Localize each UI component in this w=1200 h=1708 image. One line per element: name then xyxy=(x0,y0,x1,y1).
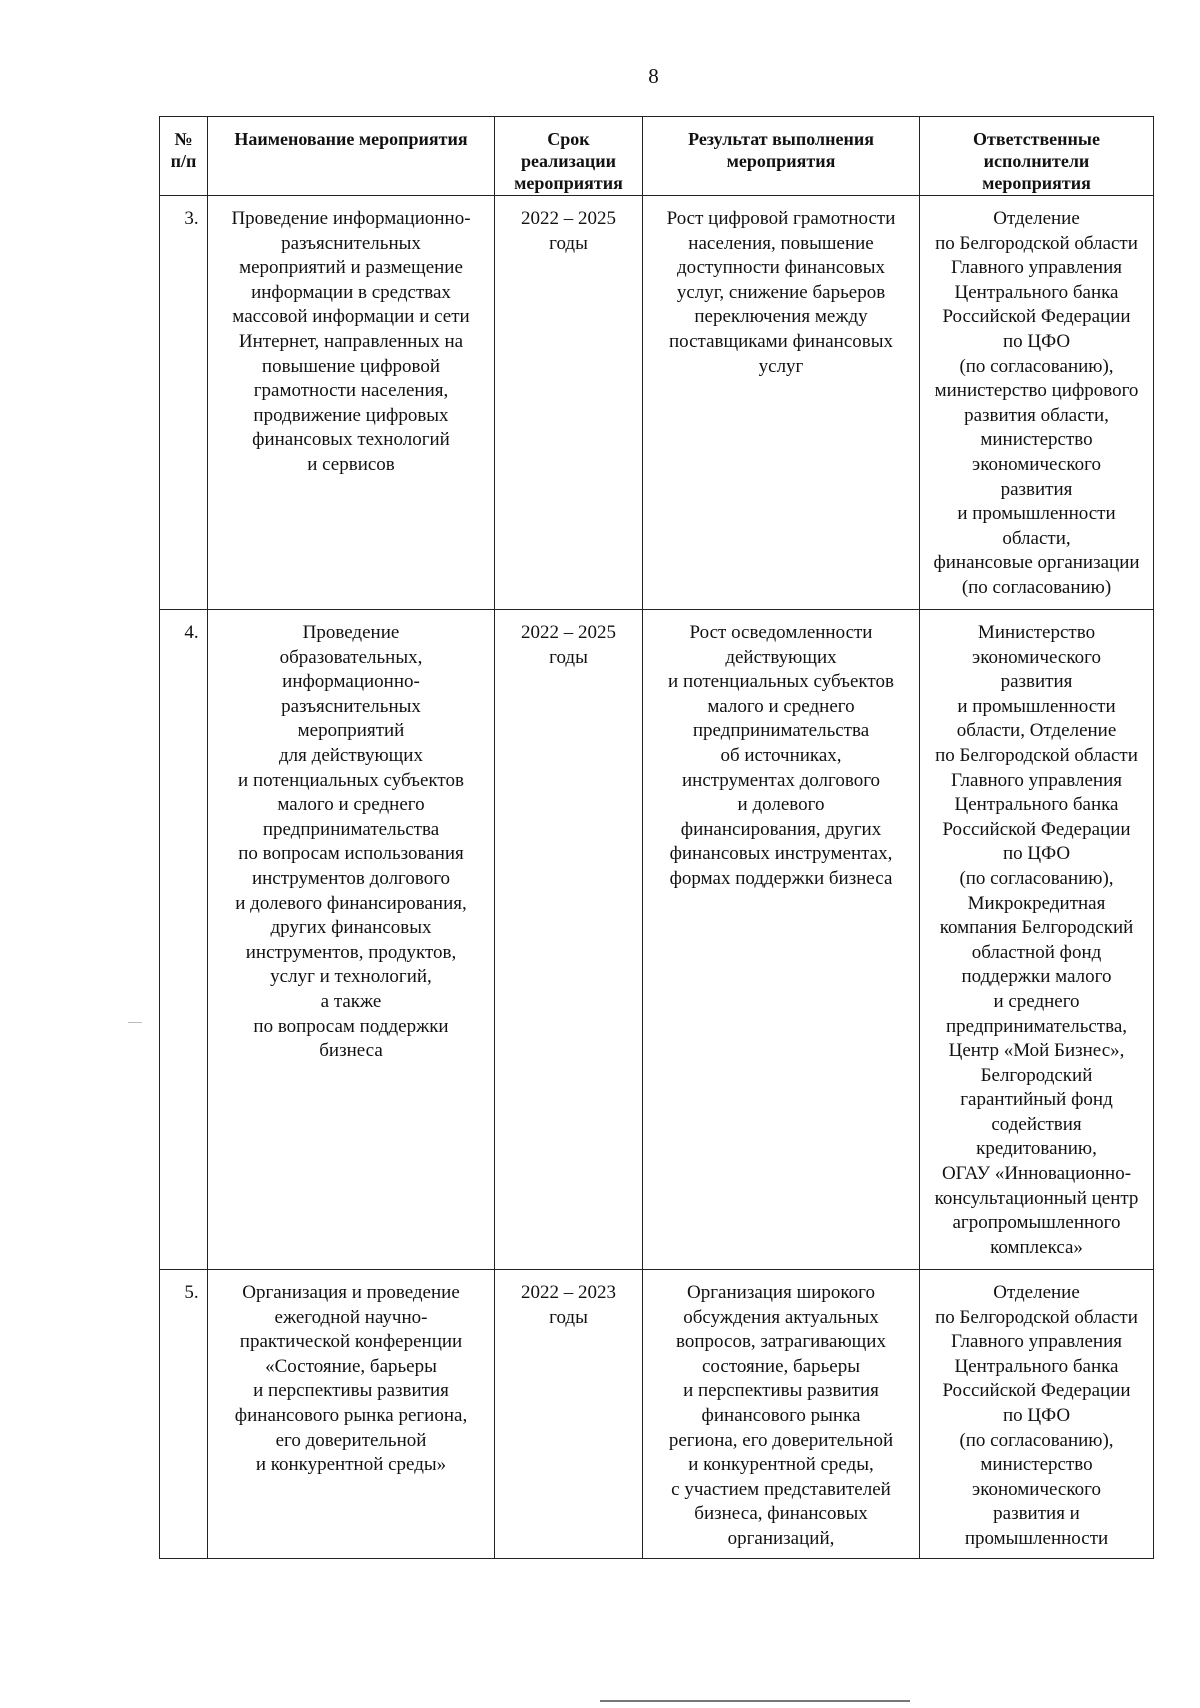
cell-line: Главного управления xyxy=(951,1331,1122,1353)
cell-line: по Белгородской области xyxy=(935,744,1138,766)
row-number: 3. xyxy=(160,196,208,610)
cell-line: областной фонд xyxy=(971,941,1102,963)
cell-line: области, Отделение xyxy=(956,720,1117,742)
cell-line: организаций, xyxy=(727,1527,835,1549)
cell-line: предпринимательства, xyxy=(945,1015,1128,1037)
margin-mark xyxy=(128,1022,142,1023)
cell-line: Наименование мероприятия xyxy=(234,129,468,149)
cell-line: развития и xyxy=(993,1503,1080,1525)
cell-line: годы xyxy=(549,1306,588,1328)
cell-line: по вопросам использования xyxy=(238,843,464,865)
row-number: 4. xyxy=(160,610,208,1270)
measure-period xyxy=(495,1270,643,1559)
cell-line: формах поддержки бизнеса xyxy=(669,867,893,889)
cell-line: финансового рынка региона, xyxy=(234,1404,468,1426)
cell-line: министерство xyxy=(980,429,1093,451)
header-responsible xyxy=(920,117,1154,196)
cell-line: и долевого финансирования, xyxy=(235,892,467,914)
cell-line: Белгородский xyxy=(980,1064,1093,1086)
cell-line: Центр «Мой Бизнес», xyxy=(948,1040,1125,1062)
cell-line: 2022 – 2025 xyxy=(521,208,616,229)
cell-line: (по согласованию) xyxy=(961,576,1112,598)
cell-line: 2022 – 2025 xyxy=(521,622,616,643)
cell-line: по ЦФО xyxy=(1002,330,1071,352)
cell-line: гарантийный фонд xyxy=(960,1089,1113,1111)
table-row xyxy=(160,196,1154,610)
cell-line: Российской Федерации xyxy=(942,818,1131,840)
cell-line: вопросов, затрагивающих xyxy=(676,1331,886,1353)
cell-line: грамотности населения, xyxy=(253,380,449,402)
cell-line: бизнеса xyxy=(319,1040,383,1062)
cell-line: консультационный центр xyxy=(934,1187,1139,1209)
table-row xyxy=(160,1270,1154,1559)
cell-line: компания Белгородский xyxy=(939,917,1134,939)
cell-line: и конкурентной среды» xyxy=(255,1454,447,1476)
cell-line: разъяснительных xyxy=(281,232,421,254)
cell-line: Ответственные xyxy=(973,129,1100,149)
cell-line: Срок xyxy=(547,129,590,149)
cell-line: промышленности xyxy=(964,1527,1109,1549)
cell-line: и промышленности xyxy=(957,503,1116,525)
cell-line: финансовых технологий xyxy=(252,429,450,451)
cell-line: об источниках, xyxy=(720,744,842,766)
cell-line: практической конференции xyxy=(239,1331,463,1353)
header-period xyxy=(495,117,643,196)
cell-line: информационно- xyxy=(282,671,420,693)
cell-line: министерство xyxy=(980,1454,1093,1476)
cell-line: услуг и технологий, xyxy=(270,966,432,988)
cell-line: экономического xyxy=(972,1478,1101,1500)
cell-line: министерство цифрового xyxy=(934,380,1139,402)
measure-name xyxy=(208,196,495,610)
footer-rule xyxy=(600,1700,910,1702)
cell-line: мероприятий и размещение xyxy=(239,257,463,279)
cell-line: развития области, xyxy=(964,404,1109,426)
measure-result xyxy=(643,196,920,610)
cell-line: Микрокредитная xyxy=(967,892,1106,914)
cell-line: мероприятия xyxy=(514,173,623,193)
cell-line: по Белгородской области xyxy=(935,232,1138,254)
cell-line: области, xyxy=(1002,527,1071,549)
cell-line: Организация широкого xyxy=(687,1282,875,1303)
cell-line: развития xyxy=(1000,478,1073,500)
cell-line: мероприятий xyxy=(297,720,405,742)
cell-line: инструментов, продуктов, xyxy=(245,941,457,963)
measure-result xyxy=(643,610,920,1270)
cell-line: Центрального банка xyxy=(954,281,1119,303)
header-name xyxy=(208,117,495,196)
measure-name xyxy=(208,610,495,1270)
cell-line: Российской Федерации xyxy=(942,306,1131,328)
measure-name xyxy=(208,1270,495,1559)
cell-line: мероприятия xyxy=(982,173,1091,193)
cell-line: доступности финансовых xyxy=(676,257,885,279)
cell-line: Центрального банка xyxy=(954,1355,1119,1377)
cell-line: по Белгородской области xyxy=(935,1306,1138,1328)
cell-line: п/п xyxy=(170,151,197,171)
cell-line: Министерство xyxy=(977,622,1096,643)
cell-line: для действующих xyxy=(279,744,423,766)
cell-line: Главного управления xyxy=(951,769,1122,791)
cell-line: и промышленности xyxy=(957,695,1116,717)
cell-line: разъяснительных xyxy=(281,695,421,717)
measure-responsible xyxy=(920,610,1154,1270)
cell-line: инструментов долгового xyxy=(251,867,451,889)
cell-line: региона, его доверительной xyxy=(668,1429,894,1451)
measure-period xyxy=(495,196,643,610)
cell-line: и потенциальных субъектов xyxy=(668,671,894,693)
cell-line: а также xyxy=(320,990,382,1012)
cell-line: населения, повышение xyxy=(688,232,874,254)
cell-line: реализации xyxy=(521,151,616,171)
cell-line: комплекса» xyxy=(990,1236,1083,1258)
cell-line: и конкурентной среды, xyxy=(688,1454,874,1476)
cell-line: Отделение xyxy=(993,208,1080,229)
measure-result xyxy=(643,1270,920,1559)
cell-line: финансового рынка xyxy=(701,1404,861,1426)
cell-line: содействия xyxy=(991,1113,1082,1135)
cell-line: 2022 – 2023 xyxy=(521,1282,616,1303)
cell-line: малого и среднего xyxy=(277,794,425,816)
cell-line: и перспективы развития xyxy=(683,1380,879,1402)
cell-line: по вопросам поддержки xyxy=(253,1015,449,1037)
cell-line: развития xyxy=(1000,671,1073,693)
cell-line: обсуждения актуальных xyxy=(683,1306,879,1328)
table-header-row xyxy=(160,117,1154,196)
cell-line: предпринимательства xyxy=(262,818,440,840)
measure-period xyxy=(495,610,643,1270)
cell-line: Проведение xyxy=(302,622,400,643)
cell-line: Рост цифровой грамотности xyxy=(666,208,896,229)
cell-line: финансирования, других xyxy=(680,818,882,840)
cell-line: и сервисов xyxy=(307,453,395,475)
cell-line: финансовые организации xyxy=(933,552,1140,574)
page-number: 8 xyxy=(648,64,659,88)
cell-line: № xyxy=(174,129,193,149)
cell-line: годы xyxy=(549,232,588,254)
cell-line: и долевого xyxy=(737,794,825,816)
cell-line: информации в средствах xyxy=(251,281,451,303)
row-number: 5. xyxy=(160,1270,208,1559)
cell-line: поддержки малого xyxy=(961,966,1112,988)
cell-line: Результат выполнения xyxy=(688,129,874,149)
cell-line: поставщиками финансовых xyxy=(668,330,894,352)
cell-line: годы xyxy=(549,646,588,668)
cell-line: (по согласованию), xyxy=(959,355,1114,377)
cell-line: и среднего xyxy=(993,990,1080,1012)
table-row xyxy=(160,610,1154,1270)
cell-line: Отделение xyxy=(993,1282,1080,1303)
cell-line: Рост осведомленности xyxy=(689,622,873,643)
cell-line: и потенциальных субъектов xyxy=(238,769,464,791)
cell-line: (по согласованию), xyxy=(959,1429,1114,1451)
cell-line: экономического xyxy=(972,453,1101,475)
cell-line: Интернет, направленных на xyxy=(238,330,464,352)
cell-line: Главного управления xyxy=(951,257,1122,279)
cell-line: экономического xyxy=(972,646,1101,668)
cell-line: «Состояние, барьеры xyxy=(265,1355,437,1377)
measure-responsible xyxy=(920,196,1154,610)
cell-line: Организация и проведение xyxy=(242,1282,460,1303)
cell-line: по ЦФО xyxy=(1002,843,1071,865)
cell-line: переключения между xyxy=(694,306,868,328)
cell-line: услуг, снижение барьеров xyxy=(676,281,886,303)
header-number xyxy=(160,117,208,196)
cell-line: повышение цифровой xyxy=(261,355,441,377)
cell-line: мероприятия xyxy=(726,151,836,171)
cell-line: услуг xyxy=(758,355,804,377)
cell-line: Российской Федерации xyxy=(942,1380,1131,1402)
cell-line: продвижение цифровых xyxy=(253,404,449,426)
measure-responsible xyxy=(920,1270,1154,1559)
cell-line: агропромышленного xyxy=(952,1212,1121,1234)
cell-line: других финансовых xyxy=(270,917,432,939)
cell-line: Центрального банка xyxy=(954,794,1119,816)
cell-line: кредитованию, xyxy=(976,1138,1097,1160)
cell-line: исполнители xyxy=(983,151,1090,171)
cell-line: бизнеса, финансовых xyxy=(694,1503,868,1525)
cell-line: Проведение информационно- xyxy=(231,208,471,229)
measures-table xyxy=(159,116,1154,1559)
cell-line: финансовых инструментах, xyxy=(669,843,893,865)
cell-line: предпринимательства xyxy=(692,720,870,742)
cell-line: с участием представителей xyxy=(671,1478,891,1500)
cell-line: ОГАУ «Инновационно- xyxy=(941,1163,1132,1185)
cell-line: по ЦФО xyxy=(1002,1404,1071,1426)
cell-line: образовательных, xyxy=(279,646,423,668)
cell-line: ежегодной научно- xyxy=(274,1306,428,1328)
cell-line: малого и среднего xyxy=(707,695,855,717)
cell-line: состояние, барьеры xyxy=(701,1355,860,1377)
header-result xyxy=(643,117,920,196)
cell-line: действующих xyxy=(725,646,837,668)
cell-line: его доверительной xyxy=(275,1429,427,1451)
cell-line: массовой информации и сети xyxy=(232,306,470,328)
cell-line: инструментах долгового xyxy=(681,769,881,791)
cell-line: (по согласованию), xyxy=(959,867,1114,889)
cell-line: и перспективы развития xyxy=(253,1380,449,1402)
